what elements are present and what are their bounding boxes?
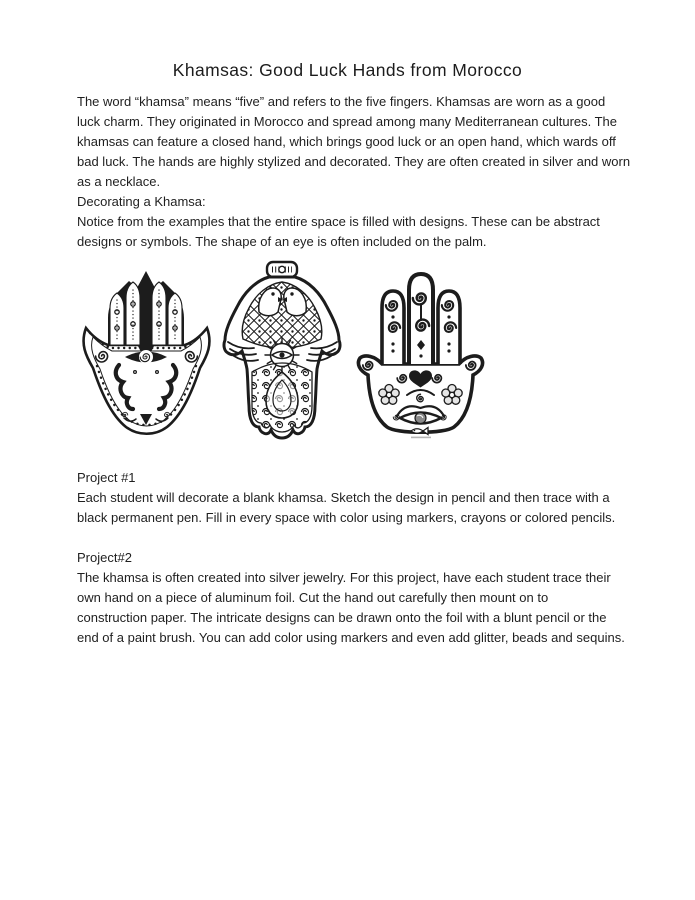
text-line: end of a paint brush. You can add color using markers and even add glitter, beads and sequins. (77, 630, 625, 645)
text-line: The word “khamsa” means “five” and refers to the five fingers. Khamsas are worn as a good (77, 94, 606, 109)
text-line: black permanent pen. Fill in every space with color using markers, crayons or colored pencils. (77, 510, 616, 525)
hamsa-crown-eye-image (79, 268, 214, 440)
hamsa-pendant-birds-image (221, 260, 344, 440)
text-line: Notice from the examples that the entire space is filled with designs. These can be abstract (77, 214, 600, 229)
project-1-section (77, 468, 640, 528)
hamsa-figure-left (79, 268, 214, 440)
project-1-heading: Project #1 (77, 470, 136, 485)
text-line: Each student will decorate a blank khamsa. Sketch the design in pencil and then trace with a (77, 490, 610, 505)
text-line: luck charm. They originated in Morocco and spread among many Mediterranean cultures. The (77, 114, 618, 129)
hamsa-swirls-heart-image (355, 268, 486, 440)
hamsa-figure-middle (221, 260, 344, 440)
subheading-decorating: Decorating a Khamsa: (77, 194, 206, 209)
hamsa-figure-right (355, 268, 486, 440)
intro-paragraph (77, 92, 640, 252)
hamsa-figures-row (79, 260, 640, 440)
text-line: own hand on a piece of aluminum foil. Cut the hand out carefully then mount on to (77, 590, 549, 605)
text-line: khamsas can feature a closed hand, which brings good luck or an open hand, which wards off (77, 134, 616, 149)
project-2-heading: Project#2 (77, 550, 132, 565)
text-line: construction paper. The intricate designs can be drawn onto the foil with a blunt pencil or the (77, 610, 607, 625)
text-line: bad luck. The hands are highly stylized and decorated. They are often created in silver and worn (77, 154, 631, 169)
text-line: designs or symbols. The shape of an eye is often included on the palm. (77, 234, 487, 249)
text-line: The khamsa is often created into silver jewelry. For this project, have each student trace their (77, 570, 611, 585)
project-2-section (77, 548, 640, 648)
page-title: Khamsas: Good Luck Hands from Morocco (172, 60, 523, 80)
document-body (77, 92, 640, 648)
text-line: as a necklace. (77, 174, 161, 189)
